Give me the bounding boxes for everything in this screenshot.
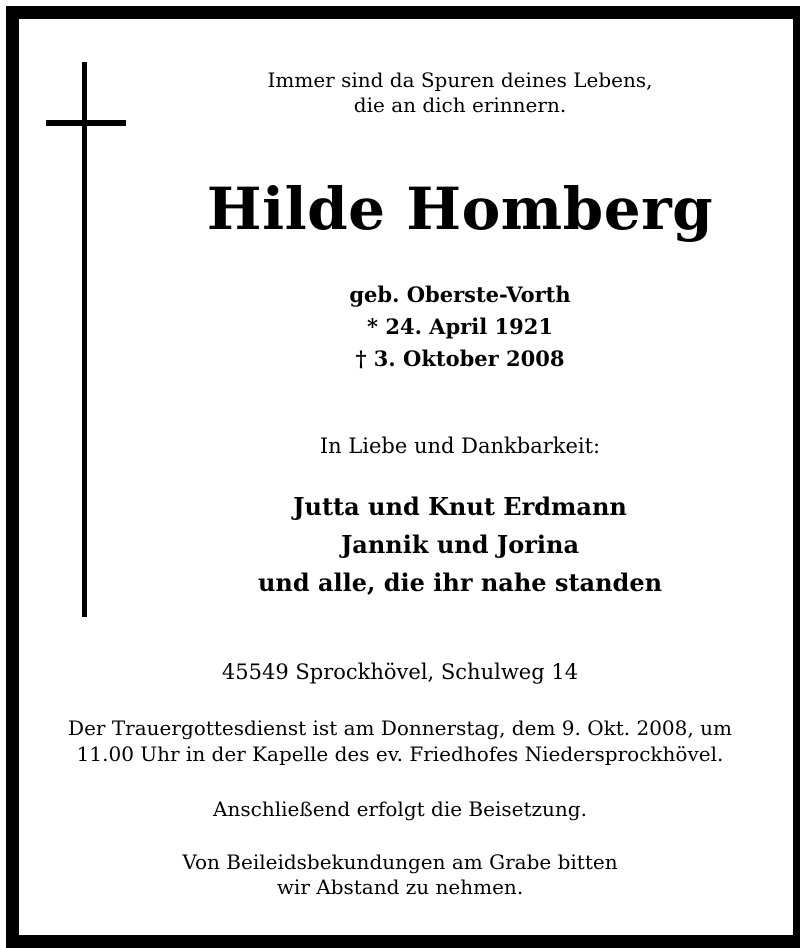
motto-line: die an dich erinnern. [353,93,567,117]
birth-date: * 24. April 1921 [367,314,553,339]
address: 45549 Sprockhövel, Schulweg 14 [221,660,579,684]
deceased-name: Hilde Homberg [206,175,714,243]
service-line: Der Trauergottesdienst ist am Donnerstag, dem 9. Okt. 2008, um [68,716,732,740]
death-date: † 3. Oktober 2008 [355,346,565,371]
service-info [0,715,800,767]
burial-info: Anschließend erfolgt die Beisetzung. [213,797,587,821]
deceased-details [150,279,770,375]
mourner-line: und alle, die ihr nahe standen [257,568,663,597]
note-line: Von Beileidsbekundungen am Grabe bitten [182,850,618,874]
cross-icon-bar [46,120,126,126]
mourner-line: Jannik und Jorina [340,530,580,559]
service-line: 11.00 Uhr in der Kapelle des ev. Friedhofes Niedersprockhövel. [76,742,724,766]
note-line: wir Abstand zu nehmen. [276,875,524,899]
motto [150,68,770,118]
motto-line: Immer sind da Spuren deines Lebens, [267,68,653,92]
birth-name: geb. Oberste-Vorth [349,282,571,307]
condolence-note [0,850,800,900]
mourners [150,488,770,602]
thanks-line: In Liebe und Dankbarkeit: [319,434,601,458]
cross-icon [82,62,87,617]
mourner-line: Jutta und Knut Erdmann [293,492,627,521]
